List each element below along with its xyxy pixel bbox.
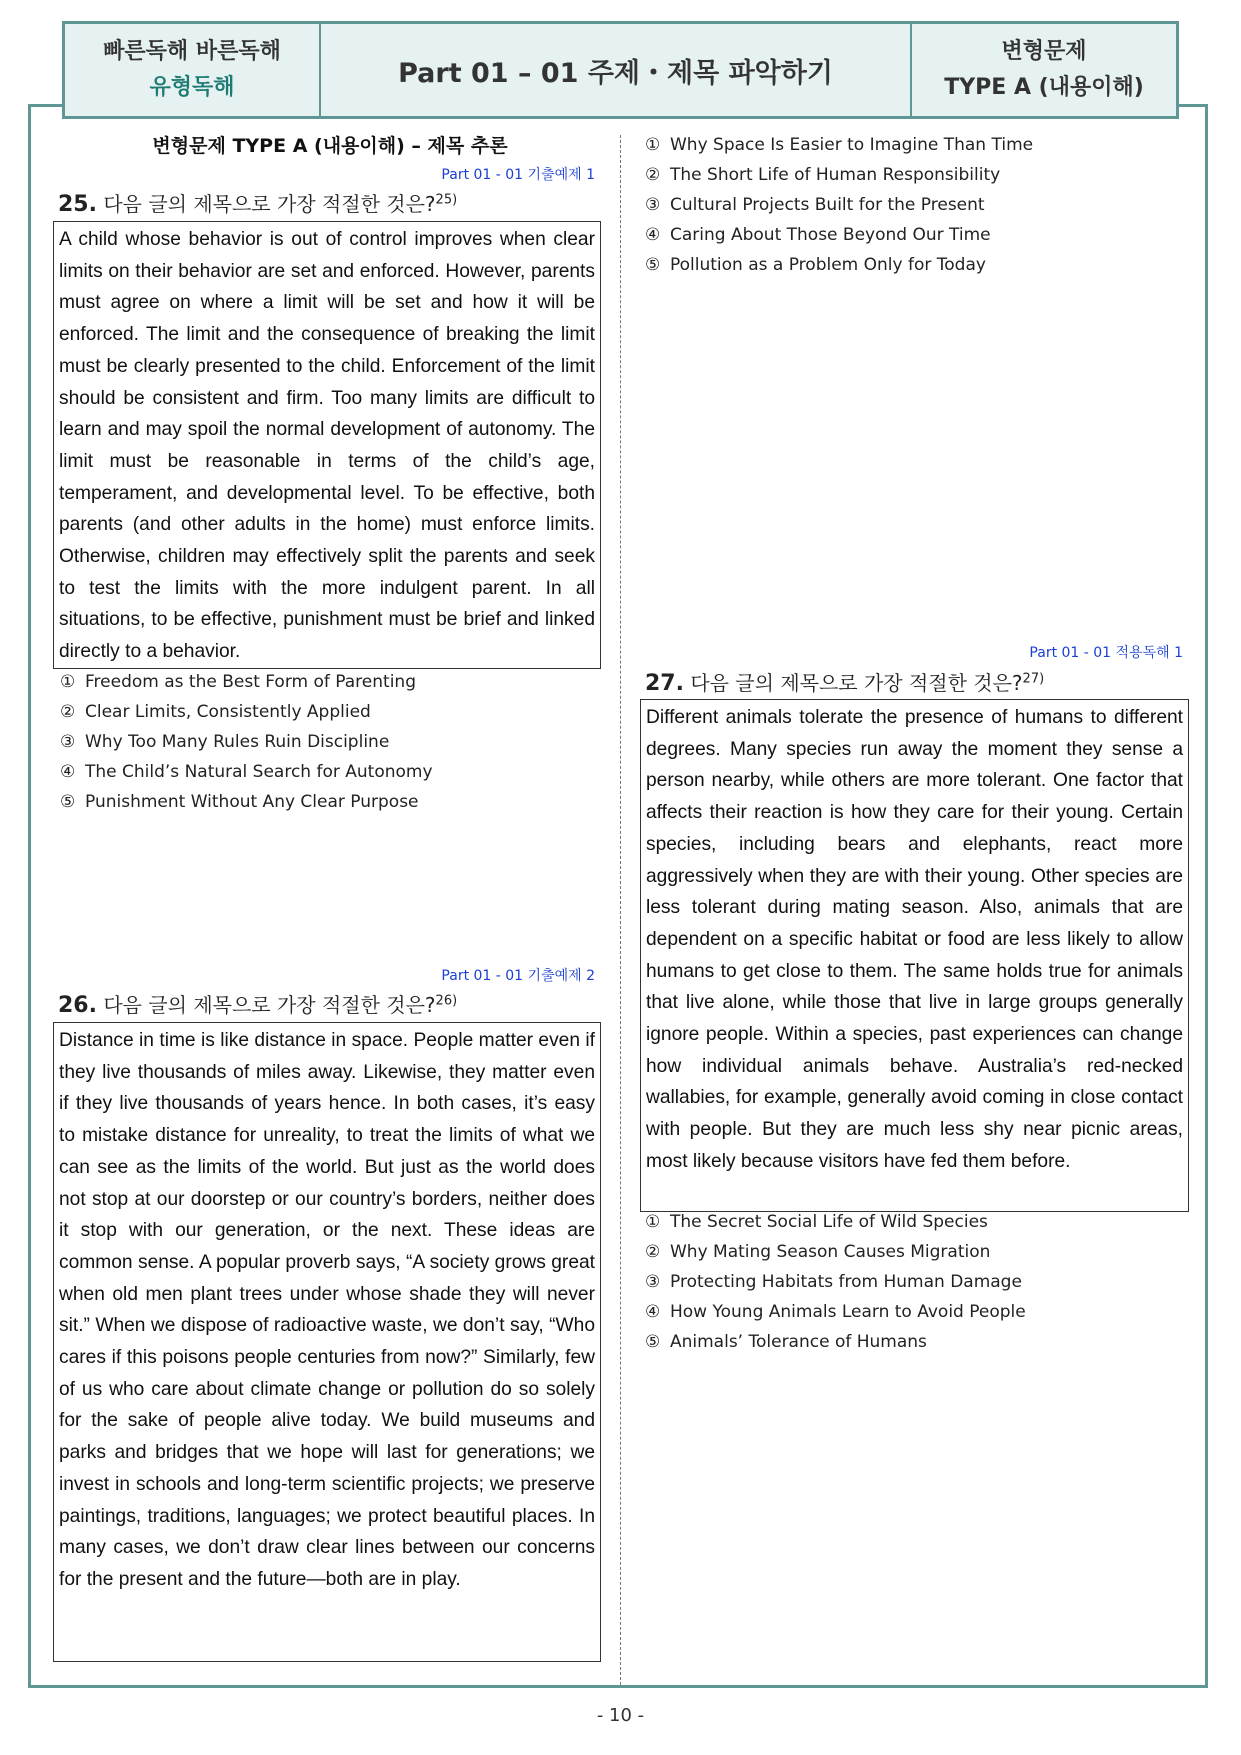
column-divider [620,135,621,1685]
q26-footnote: 26) [435,993,458,1009]
q25-choices [60,667,433,817]
q27-choice-5[interactable] [645,1327,1026,1357]
frame-top-right-edge [1176,104,1208,107]
q25-choice-1[interactable] [60,667,433,697]
header-chapter-title: Part 01 – 01 주제・제목 파악하기 [398,57,833,89]
page-number: - 10 - [596,1705,645,1726]
q26-source: Part 01 - 01 기출예제 2 [441,968,595,984]
q25-choice-4[interactable] [60,757,433,787]
q27-choice-2[interactable] [645,1237,1026,1267]
choice-text: Animals’ Tolerance of Humans [670,1332,927,1352]
q26-number: 26. [58,993,97,1018]
q27-passage: Different animals tolerate the presence of humans to different degrees. Many species run away the moment they sense a person nearby, while others are more tolerant. One factor that affects their reaction is how they care for their young. Certain species, including bears and elephants, react more aggressively when they are with their young. Other species are less tolerant during mating season. Also, animals that are dependent on a specific habitat or food are less likely to allow humans to get close to them. The same holds true for animals that live alone, while those that live in large groups generally ignore people. Within a species, past experiences can change how individual animals behave. Australia’s red-necked wallabies, for example, generally avoid coming in close contact with people. But they are much less shy near picnic areas, most likely because visitors have fed them before. [640,699,1189,1212]
choice-number: ⑤ [645,1332,661,1352]
q26-choice-5[interactable] [645,250,1033,280]
choice-text: Caring About Those Beyond Our Time [670,225,991,245]
choice-text: How Young Animals Learn to Avoid People [670,1302,1026,1322]
q27-prompt: 다음 글의 제목으로 가장 적절한 것은? [690,671,1023,695]
section-title: 변형문제 TYPE A (내용이해) – 제목 추론 [152,135,508,157]
q26-choice-2[interactable] [645,160,1033,190]
choice-number: ④ [645,1302,661,1322]
q26-passage: Distance in time is like distance in space. People matter even if they live thousands of miles away. Likewise, they matter even if they live thousands of years hence. In both cases, it’s easy to mistake distance for unreality, to treat the limits of what we can see as the limits of the world. But just as the world does not stop at our doorstep or our country’s borders, neither does it stop with our generation, or the next. These ideas are common sense. A popular proverb says, “A society grows great when old men plant trees under whose shade they will never sit.” When we dispose of radioactive waste, we don’t say, “Who cares if this poisons people centuries from now?” Similarly, few of us who care about climate change or pollution do so solely for the sake of people alive today. We build museums and parks and bridges that we hope will last for generations; we invest in schools and long-term scientific projects; we preserve paintings, traditions, languages; we protect beautiful places. In many cases, we don’t draw clear lines between our concerns for the present and the future—both are in play. [53,1022,601,1662]
choice-text: The Child’s Natural Search for Autonomy [85,762,433,782]
q25-passage: A child whose behavior is out of control improves when clear limits on their behavior are set and enforced. However, parents must agree on where a limit will be set and how it will be enforced. The limit and the consequence of breaking the limit must be clearly presented to the child. Enforcement of the limit should be consistent and firm. Too many limits are difficult to learn and may spoil the normal development of autonomy. The limit must be reasonable in terms of the child’s age, temperament, and developmental level. To be effective, both parents (and other adults in the home) must enforce limits. Otherwise, children may effectively split the parents and seek to test the limits with the more indulgent parent. In all situations, to be effective, punishment must be brief and linked directly to a behavior. [53,221,601,669]
q27-number: 27. [645,671,684,696]
choice-text: Why Too Many Rules Ruin Discipline [85,732,390,752]
choice-number: ④ [645,225,661,245]
choice-number: ③ [645,195,661,215]
frame-top-left-edge [28,104,64,107]
q25-choice-3[interactable] [60,727,433,757]
q25-source: Part 01 - 01 기출예제 1 [441,167,595,183]
header-type-label: 변형문제 [1001,39,1087,64]
q25-prompt: 다음 글의 제목으로 가장 적절한 것은? [103,192,436,216]
choice-number: ④ [60,762,76,782]
choice-text: Freedom as the Best Form of Parenting [85,672,416,692]
q26-choices [645,130,1033,280]
choice-text: Why Space Is Easier to Imagine Than Time [670,135,1034,155]
header-book-name: 빠른독해 바른독해 [103,39,281,64]
header-book-title [65,24,321,116]
choice-number: ② [645,1242,661,1262]
choice-number: ① [645,135,661,155]
choice-text: Punishment Without Any Clear Purpose [85,792,419,812]
q27-source: Part 01 - 01 적용독해 1 [1029,645,1183,661]
q26-prompt: 다음 글의 제목으로 가장 적절한 것은? [103,993,436,1017]
q27-title [645,667,1044,696]
q25-choice-2[interactable] [60,697,433,727]
choice-number: ③ [645,1272,661,1292]
choice-text: Why Mating Season Causes Migration [670,1242,991,1262]
choice-number: ① [60,672,76,692]
q26-choice-4[interactable] [645,220,1033,250]
choice-number: ③ [60,732,76,752]
q26-choice-3[interactable] [645,190,1033,220]
choice-number: ① [645,1212,661,1232]
q26-title [58,989,457,1018]
page-header [62,21,1179,119]
q27-choices [645,1207,1026,1357]
choice-number: ⑤ [645,255,661,275]
q25-title [58,188,457,217]
choice-text: Cultural Projects Built for the Present [670,195,985,215]
header-type [910,24,1176,116]
q27-choice-3[interactable] [645,1267,1026,1297]
choice-text: The Secret Social Life of Wild Species [670,1212,988,1232]
q26-choice-1[interactable] [645,130,1033,160]
q25-footnote: 25) [435,192,458,208]
header-type-name: TYPE A (내용이해) [944,75,1144,100]
choice-text: Pollution as a Problem Only for Today [670,255,986,275]
q27-choice-1[interactable] [645,1207,1026,1237]
q25-number: 25. [58,192,97,217]
header-book-subtitle: 유형독해 [149,75,235,100]
q27-choice-4[interactable] [645,1297,1026,1327]
choice-text: Clear Limits, Consistently Applied [85,702,371,722]
choice-number: ② [645,165,661,185]
choice-number: ② [60,702,76,722]
choice-number: ⑤ [60,792,76,812]
choice-text: Protecting Habitats from Human Damage [670,1272,1022,1292]
choice-text: The Short Life of Human Responsibility [670,165,1001,185]
q27-footnote: 27) [1022,671,1045,687]
q25-choice-5[interactable] [60,787,433,817]
